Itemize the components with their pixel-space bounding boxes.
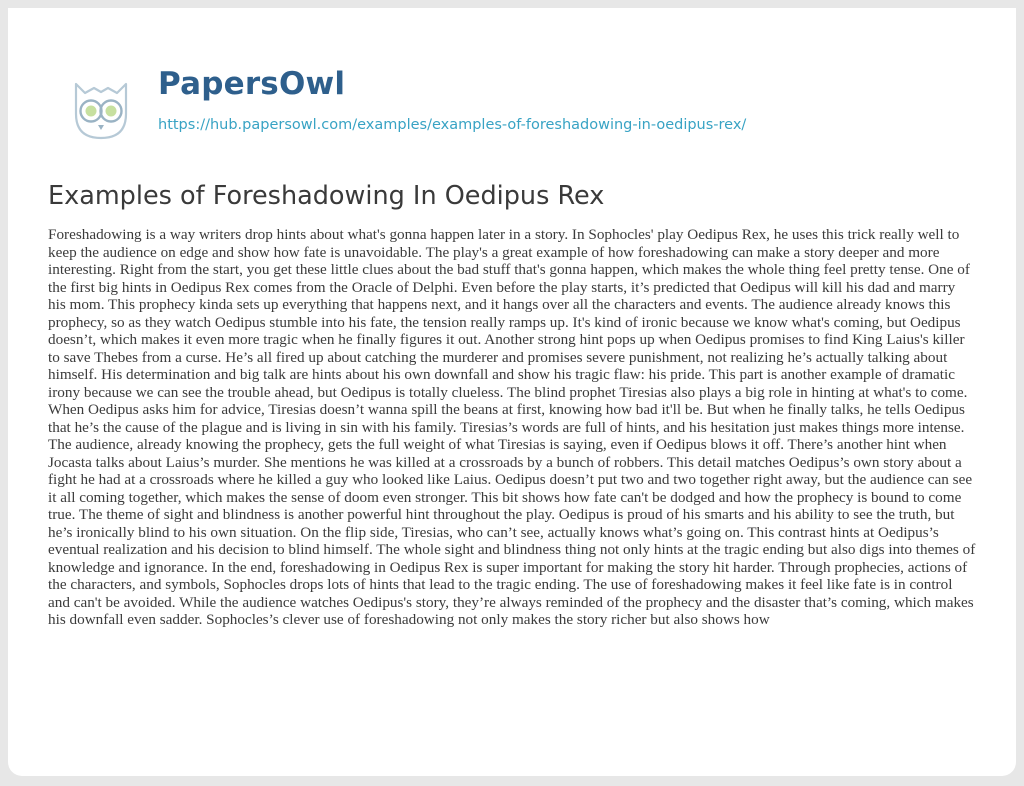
document-page <box>8 8 1016 776</box>
header <box>8 8 1016 158</box>
page-title: Examples of Foreshadowing In Oedipus Rex <box>48 181 605 211</box>
brand-name[interactable]: PapersOwl <box>158 66 346 102</box>
owl-logo-icon <box>54 74 148 144</box>
source-url-link[interactable]: https://hub.papersowl.com/examples/examples-of-foreshadowing-in-oedipus-rex/ <box>158 117 747 133</box>
essay-body: Foreshadowing is a way writers drop hints about what's gonna happen later in a story. In Sophocles' play Oedipus Rex, he uses this trick really well to keep the audience on edge and show how fate is unavoidable. The play's a great example of how foreshadowing can make a story deeper and more interesting. Right from the start, you get these little clues about the bad stuff that's gonna happen, which makes the whole thing feel pretty tense. One of the first big hints in Oedipus Rex comes from the Oracle of Delphi. Even before the play starts, it’s predicted that Oedipus will kill his dad and marry his mom. This prophecy kinda sets up everything that happens next, and it hangs over all the characters and events. The audience already knows this prophecy, so as they watch Oedipus stumble into his fate, the tension really ramps up. It's kind of ironic because we know what's coming, but Oedipus doesn’t, which makes it even more tragic when he finally figures it out. Another strong hint pops up when Oedipus promises to find King Laius's killer to save Thebes from a curse. He’s all fired up about catching the murderer and promises severe punishment, not realizing he’s actually talking about himself. His determination and big talk are hints about his own downfall and show his tragic flaw: his pride. This part is another example of dramatic irony because we can see the trouble ahead, but Oedipus is totally clueless. The blind prophet Tiresias also plays a big role in hinting at what's to come. When Oedipus asks him for advice, Tiresias doesn’t wanna spill the beans at first, knowing how bad it'll be. But when he finally talks, he tells Oedipus that he’s the cause of the plague and is living in sin with his family. Tiresias’s words are full of hints, and his hesitation just makes things more intense. The audience, already knowing the prophecy, gets the full weight of what Tiresias is saying, even if Oedipus blows it off. There’s another hint when Jocasta talks about Laius’s murder. She mentions he was killed at a crossroads by a bunch of robbers. This detail matches Oedipus’s own story about a fight he had at a crossroads where he killed a guy who looked like Laius. Oedipus doesn’t put two and two together right away, but the audience can see it all coming together, which makes the sense of doom even stronger. This bit shows how fate can't be dodged and how the prophecy is bound to come true. The theme of sight and blindness is another powerful hint throughout the play. Oedipus is proud of his smarts and his ability to see the truth, but he’s ironically blind to his own situation. On the flip side, Tiresias, who can’t see, actually knows what’s going on. This contrast hints at Oedipus’s eventual realization and his decision to blind himself. The whole sight and blindness thing not only hints at the tragic ending but also digs into themes of knowledge and ignorance. In the end, foreshadowing in Oedipus Rex is super important for making the story hit harder. Through prophecies, actions of the characters, and symbols, Sophocles drops lots of hints that lead to the tragic ending. The use of foreshadowing makes it feel like fate is in control and can't be avoided. While the audience watches Oedipus's story, they’re always reminded of the prophecy and the disaster that’s coming, which makes his downfall even sadder. Sophocles’s clever use of foreshadowing not only makes the story richer but also shows how <box>48 226 976 628</box>
